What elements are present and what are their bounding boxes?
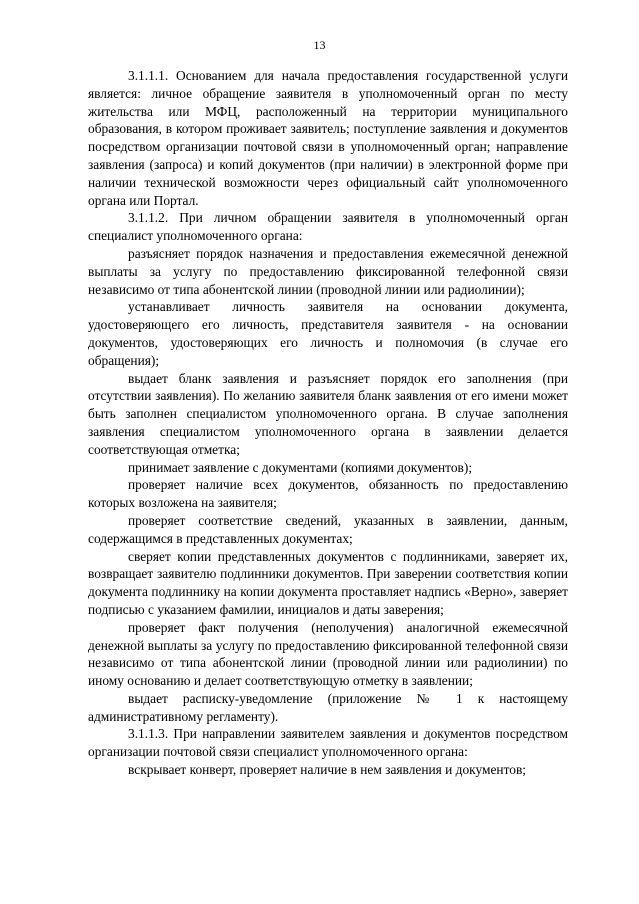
page-number: 13: [313, 38, 326, 52]
list-item: проверяет наличие всех документов, обязанность по предоставлению которых возложена на заявителя;: [88, 477, 568, 511]
list-item: проверяет факт получения (неполучения) аналогичной ежемесячной денежной выплаты за услугу по предоставлению фиксированной телефонной связи независимо от типа абонентской линии (проводной линии или радиолинии) по иному основанию и делает соответствующую отметку в заявлении;: [88, 619, 568, 689]
list-item: разъясняет порядок назначения и предоставления ежемесячной денежной выплаты за услугу по предоставлению фиксированной телефонной связи независимо от типа абонентской линии (проводной линии или радиолинии);: [88, 245, 568, 297]
list-item: устанавливает личность заявителя на основании документа, удостоверяющего его личность, представителя заявителя - на основании документов, удостоверяющих его личность и полномочия (в случае его обращения);: [88, 299, 568, 368]
list-item: сверяет копии представленных документов с подлинниками, заверяет их, возвращает заявителю подлинники документов. При заверении соответствия копии документа подлиннику на копии документа проставляет надпись «Верно», заверяет подписью с указанием фамилии, инициалов и даты заверения;: [88, 548, 568, 617]
list-item: вскрывает конверт, проверяет наличие в нем заявления и документов;: [128, 762, 527, 778]
document-body: [88, 67, 568, 779]
list-item: принимает заявление с документами (копиями документов);: [128, 459, 473, 475]
paragraph-3-1-1-1: 3.1.1.1. Основанием для начала предоставления государственной услуги является: личное обращение заявителя в уполномоченный орган по месту жительства или МФЦ, расположенный на территории муниципального образования, в котором проживает заявитель; поступление заявления и документов посредством организации почтовой связи в уполномоченный орган; направление заявления (запроса) и копий документов (при наличии) в электронной форме при наличии технической возможности через официальный сайт уполномоченного органа или Портал.: [88, 68, 568, 208]
list-item: выдает бланк заявления и разъясняет порядок его заполнения (при отсутствии заявления). По желанию заявителя бланк заявления от его имени может быть заполнен специалистом уполномоченного органа. В случае заполнения заявления специалистом уполномоченного органа в заявлении делается соответствующая отметка;: [88, 370, 568, 457]
list-item: проверяет соответствие сведений, указанных в заявлении, данным, содержащимся в представленных документах;: [88, 512, 568, 546]
list-item: выдает расписку-уведомление (приложение № 1 к настоящему административному регламенту).: [88, 690, 568, 724]
paragraph-3-1-1-2: 3.1.1.2. При личном обращении заявителя в уполномоченный орган специалист уполномоченного органа:: [88, 210, 568, 244]
paragraph-3-1-1-3: 3.1.1.3. При направлении заявителем заявления и документов посредством организации почтовой связи специалист уполномоченного органа:: [88, 726, 568, 760]
